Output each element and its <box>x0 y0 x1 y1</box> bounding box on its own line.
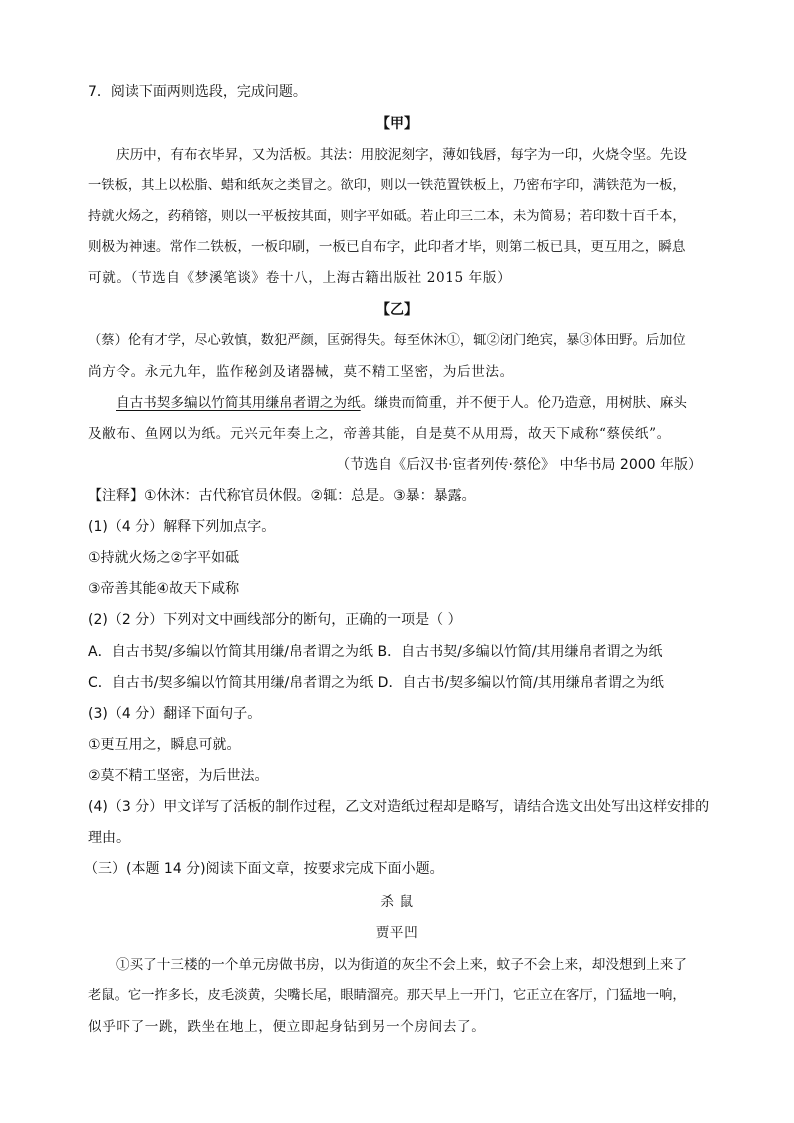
passage-jia-line-1: 庆历中，有布衣毕昇，又为活板。其法：用胶泥刻字，薄如钱唇，每字为一印，火烧令坚。先设 <box>116 147 687 163</box>
sub-question-3-item-1: ①更互用之，瞬息可就。 <box>88 737 241 753</box>
sub-question-1-item-2: ③帝善其能④故天下咸称 <box>88 581 240 597</box>
sub-question-2-options-cd: C．自古书/契多编以竹简其用缣/帛者谓之为纸 D．自古书/契多编以竹简/其用缣帛者谓之为纸 <box>88 675 664 691</box>
underlined-sentence: 自古书契多编以竹简其用缣帛者谓之为纸 <box>116 395 361 411</box>
sub-question-2-prompt: (2)（2 分）下列对文中画线部分的断句，正确的一项是（ ） <box>88 612 462 628</box>
passage-yi-source: （节选自《后汉书·宦者列传·蔡伦》 中华书局 2000 年版） <box>336 457 702 473</box>
passage-yi-heading: 【乙】 <box>376 302 418 318</box>
passage-yi-line-2: 尚方令。永元九年，监作秘剑及诸器械，莫不精工坚密，为后世法。 <box>88 364 514 380</box>
article-line-3: 似乎吓了一跳，跌坐在地上，便立即起身钻到另一个房间去了。 <box>88 1019 486 1035</box>
article-line-2: 老鼠。它一拃多长，皮毛淡黄，尖嘴长尾，眼睛溜亮。那天早上一开门，它正立在客厅，门猛地一响， <box>88 988 686 1003</box>
passage-yi-line-3 <box>116 393 687 413</box>
sub-question-4-line-2: 理由。 <box>88 830 130 846</box>
sub-question-2-options-ab: A．自古书契/多编以竹简其用缣/帛者谓之为纸 B．自古书契/多编以竹简/其用缣帛者谓之为纸 <box>88 644 663 660</box>
sub-question-1-prompt: (1)（4 分）解释下列加点字。 <box>88 519 276 535</box>
passage-yi-line-3-rest: 。缣贵而简重，并不便于人。伦乃造意，用树肤、麻头 <box>360 395 687 411</box>
annotation-notes: 【注释】①休沐：古代称官员休假。②辄：总是。③暴：暴露。 <box>88 488 476 504</box>
passage-jia-heading: 【甲】 <box>376 116 418 132</box>
article-title: 杀 鼠 <box>380 894 414 910</box>
question-title: 7．阅读下面两则选段，完成问题。 <box>88 84 307 100</box>
passage-jia-line-2: 一铁板，其上以松脂、蜡和纸灰之类冒之。欲印，则以一铁范置铁板上，乃密布字印，满铁范为一板， <box>88 178 686 193</box>
sub-question-3-item-2: ②莫不精工坚密，为后世法。 <box>88 768 269 784</box>
article-line-1: ①买了十三楼的一个单元房做书房，以为街道的灰尘不会上来，蚊子不会上来，却没想到上来了 <box>116 957 687 973</box>
passage-jia-line-4: 则极为神速。常作二铁板，一板印刷，一板已自布字，此印者才毕，则第二板已具，更互用之，瞬息 <box>88 239 686 255</box>
sub-question-1-item-1: ①持就火炀之②字平如砥 <box>88 550 240 566</box>
passage-yi-line-1: （蔡）伦有才学，尽心敦慎，数犯严颜，匡弼得失。每至休沐①，辄②闭门绝宾，暴③体田野。后加位 <box>88 333 686 348</box>
sub-question-4-line-1: (4)（3 分）甲文详写了活板的制作过程，乙文对造纸过程却是略写，请结合选文出处写出这样安排的 <box>88 799 710 815</box>
article-author: 贾平凹 <box>375 925 419 941</box>
passage-yi-line-4: 及敝布、鱼网以为纸。元兴元年奏上之，帝善其能，自是莫不从用焉，故天下咸称“蔡侯纸”。 <box>88 426 671 442</box>
passage-jia-line-5: 可就。（节选自《梦溪笔谈》卷十八，上海古籍出版社 2015 年版） <box>88 270 512 286</box>
passage-jia-line-3: 持就火炀之，药稍镕，则以一平板按其面，则字平如砥。若止印三二本，未为简易；若印数十百千本， <box>88 209 686 224</box>
sub-question-3-prompt: (3)（4 分）翻译下面句子。 <box>88 706 262 722</box>
section-3-intro: （三）(本题 14 分)阅读下面文章，按要求完成下面小题。 <box>84 861 444 877</box>
